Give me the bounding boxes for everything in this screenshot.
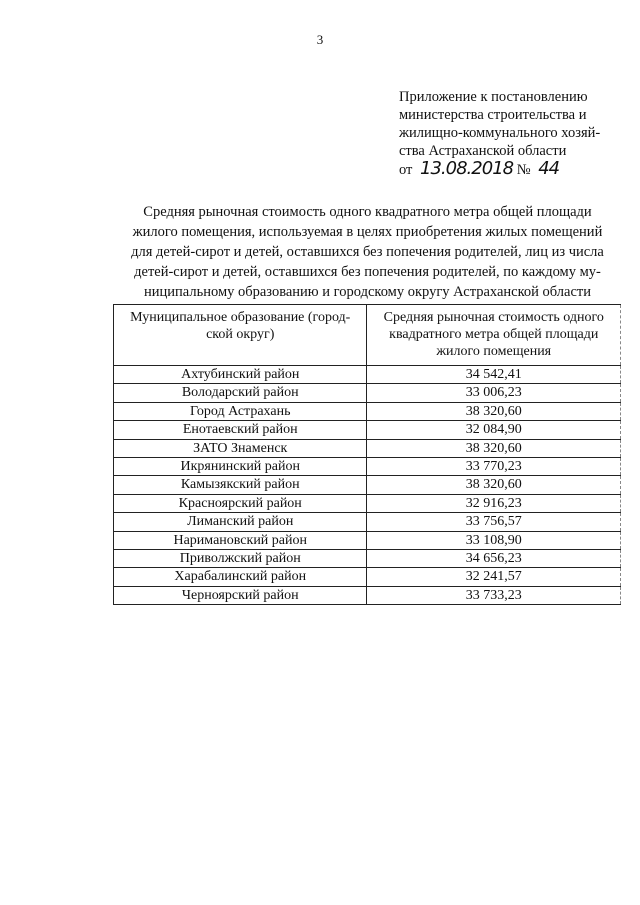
price-value: 34 542,41	[367, 366, 621, 384]
table-header-row	[114, 305, 621, 366]
municipality-name: Енотаевский район	[114, 421, 367, 439]
table-row	[114, 476, 621, 494]
appendix-date-line	[399, 160, 639, 179]
municipality-name: Приволжский район	[114, 550, 367, 568]
municipality-name: Камызякский район	[114, 476, 367, 494]
municipality-name: Черноярский район	[114, 586, 367, 604]
municipality-name: Володарский район	[114, 384, 367, 402]
municipality-name: Город Астрахань	[114, 402, 367, 420]
header-line: Муниципальное образование (город-	[130, 310, 351, 325]
table-row	[114, 550, 621, 568]
price-value: 34 656,23	[367, 550, 621, 568]
price-value: 32 241,57	[367, 568, 621, 586]
table-row	[114, 439, 621, 457]
header-line: квадратного метра общей площади	[389, 327, 599, 342]
heading-line: детей-сирот и детей, оставшихся без попечения родителей, по каждому му-	[134, 264, 601, 280]
table-row	[114, 384, 621, 402]
municipality-name: Лиманский район	[114, 513, 367, 531]
heading-line: Средняя рыночная стоимость одного квадратного метра общей площади	[143, 204, 592, 220]
price-value: 33 108,90	[367, 531, 621, 549]
municipality-name: ЗАТО Знаменск	[114, 439, 367, 457]
page-number: 3	[316, 32, 324, 47]
price-value: 33 733,23	[367, 586, 621, 604]
table-row	[114, 586, 621, 604]
price-value: 32 084,90	[367, 421, 621, 439]
price-value: 32 916,23	[367, 494, 621, 512]
header-line: Средняя рыночная стоимость одного	[383, 310, 604, 325]
header-municipality	[114, 305, 367, 366]
table-row	[114, 494, 621, 512]
header-price	[367, 305, 621, 366]
table-row	[114, 568, 621, 586]
appendix-line: министерства строительства и	[399, 107, 587, 123]
price-value: 38 320,60	[367, 476, 621, 494]
heading-line: ниципальному образованию и городскому округу Астраханской области	[144, 284, 591, 300]
table-row	[114, 421, 621, 439]
heading-line: жилого помещения, используемая в целях приобретения жилых помещений	[132, 224, 603, 240]
handwritten-date: 13.08.2018	[420, 158, 514, 179]
price-value: 33 770,23	[367, 458, 621, 476]
table-row	[114, 513, 621, 531]
table-row	[114, 531, 621, 549]
municipality-name: Икрянинский район	[114, 458, 367, 476]
municipality-name: Харабалинский район	[114, 568, 367, 586]
heading-line: для детей-сирот и детей, оставшихся без попечения родителей, лиц из числа	[131, 244, 604, 260]
date-prefix: от	[399, 162, 413, 178]
price-table	[113, 304, 621, 605]
price-value: 38 320,60	[367, 402, 621, 420]
price-value: 38 320,60	[367, 439, 621, 457]
table-row	[114, 402, 621, 420]
document-heading	[110, 202, 625, 302]
table-row	[114, 458, 621, 476]
municipality-name: Ахтубинский район	[114, 366, 367, 384]
header-line: жилого помещения	[436, 344, 552, 359]
table-row	[114, 366, 621, 384]
handwritten-number: 44	[538, 158, 560, 179]
municipality-name: Наримановский район	[114, 531, 367, 549]
table-body	[114, 366, 621, 605]
price-value: 33 756,57	[367, 513, 621, 531]
appendix-block	[399, 88, 639, 179]
municipality-name: Красноярский район	[114, 494, 367, 512]
price-value: 33 006,23	[367, 384, 621, 402]
header-line: ской округ)	[206, 327, 275, 342]
appendix-line: жилищно-коммунального хозяй-	[399, 125, 601, 141]
number-prefix: №	[516, 162, 531, 178]
appendix-line: ства Астраханской области	[399, 143, 567, 159]
appendix-line: Приложение к постановлению	[399, 89, 588, 105]
